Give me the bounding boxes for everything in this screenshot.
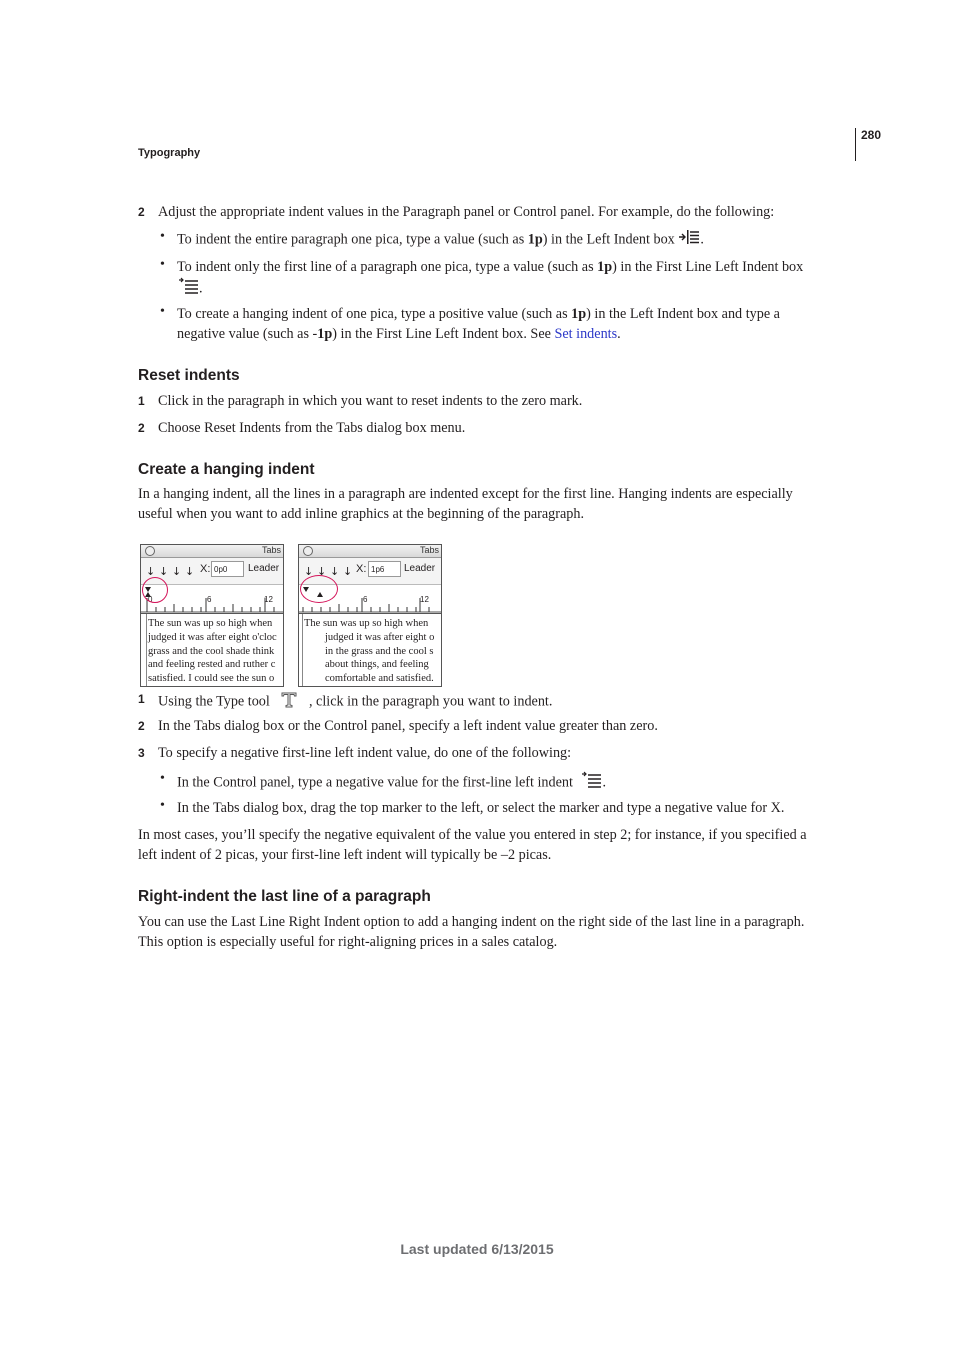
left-tab-icon[interactable]: ↓ (146, 565, 156, 578)
highlight-ring (300, 575, 338, 603)
ruler-tick-label: 0 (148, 595, 153, 604)
bullet-text-line2 (177, 324, 621, 344)
sample-line: The sun was up so high when (304, 618, 429, 629)
text-frame-edge (146, 614, 147, 686)
highlight-ring (142, 577, 168, 603)
step-number: 2 (138, 205, 145, 219)
step-number: 1 (138, 692, 145, 706)
bold-value: 1p (571, 306, 587, 322)
bullet-text-part: ) in the First Line Left Indent box. See (332, 326, 555, 342)
center-tab-icon[interactable]: ↓ (159, 565, 169, 578)
section-heading: Right-indent the last line of a paragraph (138, 888, 431, 905)
step-number: 3 (138, 746, 145, 760)
header-rule (855, 128, 856, 161)
bullet-text (177, 771, 606, 795)
ruler-tick-label: 12 (264, 595, 273, 604)
step-text-part: Using the Type tool (158, 693, 274, 710)
x-label: X: (356, 563, 367, 575)
panel-titlebar (141, 545, 283, 558)
leader-label: Leader (248, 563, 280, 574)
sample-text (304, 617, 434, 686)
bullet-text-part: ) in the Left Indent box (542, 231, 679, 248)
right-tab-icon[interactable]: ↓ (172, 565, 182, 578)
type-tool-icon (279, 689, 299, 715)
x-position-input[interactable]: 1p6 (368, 561, 401, 577)
x-position-input[interactable]: 0p0 (211, 561, 244, 577)
bullet-text-part: To create a hanging indent of one pica, type a positive value (such as (177, 306, 572, 322)
left-tab-icon[interactable]: ↓ (304, 565, 314, 578)
right-tab-icon[interactable]: ↓ (330, 565, 340, 578)
ruler-tick-label: 6 (363, 595, 368, 604)
bullet-text: In the Tabs dialog box, drag the top marker to the left, or select the marker and type a negative value for X. (177, 800, 785, 816)
step-text (158, 689, 552, 715)
running-head: Typography (138, 147, 201, 159)
leader-label: Leader (404, 563, 436, 574)
sample-line: about things, and feeling (325, 659, 429, 671)
bullet-text-part: To indent only the first line of a paragraph one pica, type a value (such as (177, 259, 598, 275)
paragraph-line: In most cases, you’ll specify the negative equivalent of the value you entered in step 2; for instance, if you specified a (138, 827, 807, 843)
sample-line: judged it was after eight o (325, 631, 435, 643)
bullet-text (177, 257, 803, 277)
panel-title: Tabs (261, 545, 281, 555)
bullet-text-part: . (602, 774, 607, 791)
panel-titlebar (299, 545, 441, 558)
bullet-text-part: negative value (such as - (177, 326, 318, 342)
paragraph-line: You can use the Last Line Right Indent option to add a hanging indent on the right side of the last line in a paragraph. (138, 914, 805, 930)
bullet-marker: • (160, 304, 165, 319)
paragraph-line: left indent of 2 picas, your first-line left indent will typically be –2 picas. (138, 847, 552, 863)
sample-line: and feeling rested and ruther c (148, 659, 276, 671)
section-heading: Create a hanging indent (138, 461, 315, 478)
bullet-text-line2 (177, 277, 203, 301)
sample-line: grass and the cool shade think (148, 645, 275, 657)
step-text-part: , click in the paragraph you want to indent. (308, 693, 553, 710)
panel-title: Tabs (419, 545, 439, 555)
first-line-left-indent-icon (580, 771, 602, 795)
align-decimal-tab-icon[interactable]: ↓ (185, 565, 195, 578)
sample-line: satisfied. I could see the sun o (148, 673, 275, 685)
ruler-tick-label: 12 (420, 595, 429, 604)
sample-line: The sun was up so high when (148, 618, 273, 629)
bullet-marker: • (160, 257, 165, 272)
step-text: Adjust the appropriate indent values in the Paragraph panel or Control panel. For example, do the following: (158, 204, 775, 220)
step-number: 1 (138, 394, 145, 408)
bullet-text (177, 229, 704, 251)
align-decimal-tab-icon[interactable]: ↓ (343, 565, 353, 578)
bullet-text-part: . (617, 326, 621, 342)
bullet-marker: • (160, 771, 165, 786)
close-icon[interactable] (145, 546, 155, 556)
section-heading: Reset indents (138, 367, 240, 384)
bold-value: 1p (597, 259, 613, 275)
tabs-panel-before (140, 544, 284, 687)
sample-line: comfortable and satisfied. (325, 673, 434, 685)
bullet-text-part: In the Control panel, type a negative value for the first-line left indent (177, 774, 577, 791)
paragraph-line: This option is especially useful for right-aligning prices in a sales catalog. (138, 934, 558, 950)
set-indents-link[interactable]: Set indents (554, 326, 618, 342)
paragraph-line: useful when you want to add inline graphics at the beginning of the paragraph. (138, 506, 584, 522)
bullet-text-part: . (199, 280, 203, 297)
text-frame-edge (302, 614, 303, 686)
tabs-panel-after (298, 544, 442, 687)
bold-value: 1p (317, 326, 333, 342)
bullet-text-part: ) in the First Line Left Indent box (612, 259, 804, 275)
step-number: 2 (138, 421, 145, 435)
close-icon[interactable] (303, 546, 313, 556)
bold-value: 1p (527, 231, 543, 248)
footer-last-updated: Last updated 6/13/2015 (400, 1241, 554, 1257)
ruler-tick-label: 6 (207, 595, 212, 604)
bullet-text-part: To indent the entire paragraph one pica, type a value (such as (177, 231, 528, 248)
bullet-text-part: ) in the Left Indent box and type a (586, 306, 780, 322)
sample-line: judged it was after eight o'cloc (148, 631, 277, 643)
sample-line: in the grass and the cool s (325, 645, 434, 657)
step-text: Click in the paragraph in which you want to reset indents to the zero mark. (158, 393, 583, 409)
sample-text (148, 617, 277, 686)
step-text: In the Tabs dialog box or the Control panel, specify a left indent value greater than zero. (158, 718, 658, 734)
left-indent-icon (678, 229, 700, 251)
step-number: 2 (138, 719, 145, 733)
step-text: To specify a negative first-line left indent value, do one of the following: (158, 745, 572, 761)
step-text: Choose Reset Indents from the Tabs dialog box menu. (158, 420, 466, 436)
bullet-marker: • (160, 229, 165, 244)
x-label: X: (200, 563, 211, 575)
bullet-marker: • (160, 798, 165, 813)
first-line-left-indent-icon (177, 277, 199, 301)
center-tab-icon[interactable]: ↓ (317, 565, 327, 578)
bullet-text-part: . (700, 231, 704, 248)
page-number: 280 (861, 128, 882, 142)
paragraph-line: In a hanging indent, all the lines in a paragraph are indented except for the first line. Hanging indents are especially (138, 486, 793, 502)
bullet-text (177, 304, 780, 324)
